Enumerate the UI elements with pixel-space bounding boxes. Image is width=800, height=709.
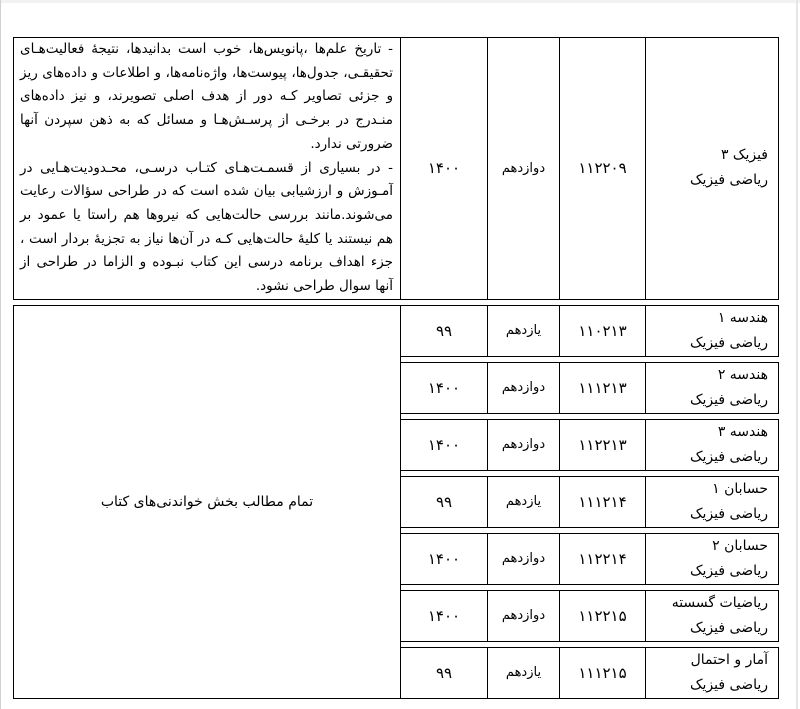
- year-cell: ۱۴۰۰: [401, 419, 488, 470]
- year-cell: ۹۹: [401, 305, 488, 356]
- grade-cell: دوازدهم: [488, 533, 560, 584]
- year-cell: ۱۴۰۰: [401, 590, 488, 641]
- course-name-cell: [646, 533, 779, 584]
- course-code-cell: ۱۱۲۲۰۹: [560, 38, 646, 300]
- course-table: [13, 37, 779, 699]
- course-title: هندسه ۳: [717, 423, 768, 440]
- course-field: ریاضی فیزیک: [690, 391, 768, 408]
- table-row: [14, 38, 779, 300]
- course-code-cell: ۱۱۰۲۱۳: [560, 305, 646, 356]
- note-paragraph: - در بسیاری از قسمـت‌هـای کتـاب درسـی، محـدودیت‌هـایی در آمـوزش و ارزشیابی بیان شده است که در طراحی سؤالات رعایت می‌شوند.مانند بررسی حالت‌هایی که نیروها هم راستا یا عمود بر هم نیستند یا کلیهٔ حالت‌هایی کـه در آن‌ها نیاز به تجزیهٔ بردار است ، جزء اهداف برنامه درسی این کتاب نبـوده و الزاما در طراحی از آنها سوال طراحی نشود.: [20, 159, 393, 295]
- course-title: هندسه ۲: [717, 366, 768, 383]
- grade-cell: یازدهم: [488, 647, 560, 698]
- course-name-cell: [646, 647, 779, 698]
- year-cell: ۹۹: [401, 476, 488, 527]
- course-name-cell: [646, 38, 779, 300]
- course-field: ریاضی فیزیک: [690, 448, 768, 465]
- course-code-cell: ۱۱۱۲۱۴: [560, 476, 646, 527]
- page-right-border: [796, 0, 798, 709]
- course-field: ریاضی فیزیک: [690, 172, 768, 189]
- window-top-edge: [0, 0, 800, 3]
- notes-text: [20, 38, 393, 299]
- grade-cell: دوازدهم: [488, 362, 560, 413]
- course-field: ریاضی فیزیک: [690, 505, 768, 522]
- page-left-border: [0, 0, 1, 709]
- course-code-cell: ۱۱۲۲۱۵: [560, 590, 646, 641]
- course-title: ریاضیات گسسته: [671, 594, 768, 611]
- notes-cell: [14, 38, 401, 300]
- course-field: ریاضی فیزیک: [690, 334, 768, 351]
- course-code-cell: ۱۱۱۲۱۵: [560, 647, 646, 698]
- course-field: ریاضی فیزیک: [690, 619, 768, 636]
- course-name-cell: [646, 362, 779, 413]
- course-code-cell: ۱۱۲۲۱۴: [560, 533, 646, 584]
- course-code-cell: ۱۱۲۲۱۳: [560, 419, 646, 470]
- year-cell: ۱۴۰۰: [401, 362, 488, 413]
- year-cell: ۱۴۰۰: [401, 38, 488, 300]
- grade-cell: دوازدهم: [488, 590, 560, 641]
- grade-cell: یازدهم: [488, 305, 560, 356]
- grade-cell: دوازدهم: [488, 38, 560, 300]
- course-title: آمار و احتمال: [690, 651, 768, 668]
- year-cell: ۱۴۰۰: [401, 533, 488, 584]
- grade-cell: دوازدهم: [488, 419, 560, 470]
- course-title: حسابان ۱: [712, 480, 768, 497]
- shared-notes-cell: تمام مطالب بخش خواندنی‌های کتاب: [14, 305, 401, 698]
- course-name-cell: [646, 305, 779, 356]
- course-title: هندسه ۱: [717, 309, 768, 326]
- course-field: ریاضی فیزیک: [690, 562, 768, 579]
- grade-cell: یازدهم: [488, 476, 560, 527]
- course-field: ریاضی فیزیک: [690, 676, 768, 693]
- course-title: فیزیک ۳: [720, 147, 768, 164]
- course-name-cell: [646, 419, 779, 470]
- year-cell: ۹۹: [401, 647, 488, 698]
- course-name-cell: [646, 590, 779, 641]
- course-title: حسابان ۲: [712, 537, 768, 554]
- course-code-cell: ۱۱۱۲۱۳: [560, 362, 646, 413]
- table-row: [14, 305, 779, 356]
- note-paragraph: - تاریخ علم‌ها ،پانویس‌ها، خوب است بدانیدها، نتیجهٔ فعالیت‌هـای تحقیقـی، جدول‌ها، پیوست‌ها، واژه‌نامه‌ها، و اطلاعات و داده‌های ریز و جزئی تصاویر کـه دور از هدف اصلی تصویرند، و نیز داده‌های منـدرج در برخـی از پرسـش‌هـا و مسائل که به ذهن سپردن آنها ضرورتی ندارد.: [20, 41, 393, 152]
- course-name-cell: [646, 476, 779, 527]
